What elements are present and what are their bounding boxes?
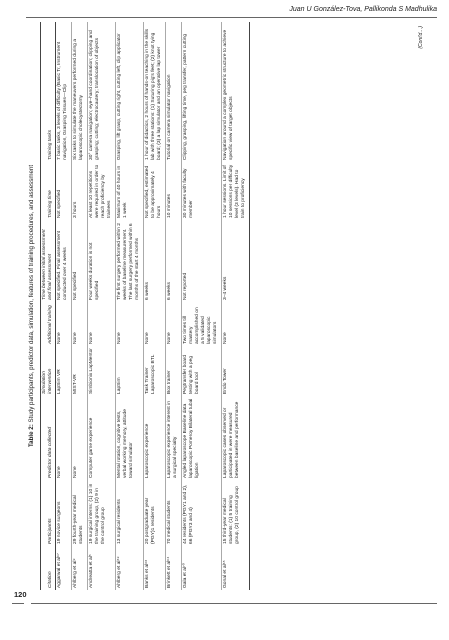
col-header: Citation — [41, 546, 56, 590]
cell-additional: None — [55, 302, 71, 346]
cell-predictor: Angled laparoscope Baseline data laparoscopic Pomeroy Bilateral tubal ligation — [181, 396, 221, 480]
cell-citation: Gonal et al⁶⁵ — [221, 546, 249, 590]
cell-predictor: Mental rotation, cognitive tests, verbal working memory, attitude toward simulator — [115, 396, 143, 480]
cell-participants: 19 novice surgeons — [55, 480, 71, 546]
cell-tasks: Tutorial on camera simulator navigation — [165, 22, 181, 162]
page-number: 120 — [14, 590, 27, 599]
caption-text: Study participants, predictor data, simulation, features of training procedures, and assessment — [28, 164, 35, 423]
cell-participants: 15 third-year medical students: (1) 5 training group, (2) 10 control group — [221, 480, 249, 546]
rotated-table-frame — [26, 22, 430, 590]
cell-citation: Ahlberg et al⁹ — [71, 546, 87, 590]
cell-additional: None — [165, 302, 181, 346]
continued-note: (Cont'd…) — [418, 26, 424, 49]
col-header: Training tasks — [41, 22, 56, 162]
table-row — [221, 22, 249, 590]
cell-time-between: The first surgery performed within 2 weeks of baseline measurement. The last surgery performed within 6 months of the start 4 months — [115, 220, 143, 302]
cell-time-between: 6 weeks — [165, 220, 181, 302]
cell-additional: None — [87, 302, 115, 346]
cell-tasks: 7 basic tasks, 3 levels of difficulty (Basic Tr, Instrument navigation, Grasping Tissues—Clip — [55, 22, 71, 162]
col-header: Simulation intervention — [41, 346, 56, 396]
cell-participants: 13 surgical residents — [115, 480, 143, 546]
col-header: Predictor data collected — [41, 396, 56, 480]
cell-citation: Andreatta et al⁵ — [87, 546, 115, 590]
cell-time-between: 6 weeks — [143, 220, 165, 302]
cell-citation: Ahlberg et al⁶⁹ — [115, 546, 143, 590]
footer-rule — [12, 603, 437, 604]
cell-additional: None — [143, 302, 165, 346]
col-header: Training time — [41, 162, 56, 220]
cell-training-time: Not specified — [55, 162, 71, 220]
table-header-row — [41, 22, 56, 590]
cell-additional: Two times till mastery accomplished on a 5 validated laparoscopic simulators — [181, 302, 221, 346]
footer-gap — [24, 600, 31, 607]
cell-citation: Banks et al⁶⁸ — [143, 546, 165, 590]
cell-tasks: 1 hour of didactics, 2 hours of hands-on teaching in the skills lab with three stations: (1) Suturing pig's feet; (2) knot tying board; (3) a lap simulator and an operative lap tower — [143, 22, 165, 162]
cell-time-between: Not reported — [181, 220, 221, 302]
cell-simulation: Task Trainer Laparoscopic BTL — [143, 346, 165, 396]
cell-participants: 29 fourth-year medical students — [71, 480, 87, 546]
cell-training-time: 30 minutes with faculty member — [181, 162, 221, 220]
study-table — [40, 22, 250, 590]
cell-simulation: Box trainer — [165, 346, 181, 396]
cell-tasks: Navigation around a complex geometric structure to achieve specific view of target objects — [221, 22, 249, 162]
table-row — [165, 22, 181, 590]
cell-tasks: Six tasks to simulate the maneuvers performed during a laparoscopic cholecystectomy — [71, 22, 87, 162]
cell-additional: None — [221, 302, 249, 346]
cell-predictor: Computer game experience — [87, 396, 115, 480]
cell-training-time: 1 hour sessions. Limit of 10 sessions per difficulty level (3 levels). Had to train to proficiency — [221, 162, 249, 220]
cell-additional: None — [71, 302, 87, 346]
header-rule — [26, 17, 437, 18]
cell-simulation: Pegtransfer board testing with a peg board tool — [181, 346, 221, 396]
cell-participants: 20 postgraduate year (PGY)1 residents — [143, 480, 165, 546]
table-caption — [28, 22, 35, 590]
table-row — [71, 22, 87, 590]
cell-tasks: 30° camera navigation; eye–hand coordination; clipping and grasping; cutting; electrocautery; translocation of objects — [87, 22, 115, 162]
cell-citation: Aggarwal et al⁶⁷ — [55, 546, 71, 590]
cell-tasks: Grasping, lift grasp, cutting right, cutting left, clip applicator — [115, 22, 143, 162]
cell-training-time: Not specified, estimated to be approximately 4 hours — [143, 162, 165, 220]
cell-time-between: Not specified. Final assessment conducted over 4 weeks — [55, 220, 71, 302]
cell-simulation: Endo Tower — [221, 346, 249, 396]
cell-citation: Brinkett et al⁶⁴ — [165, 546, 181, 590]
cell-citation: Gala et al⁷⁰ — [181, 546, 221, 590]
cell-simulation: LapSim — [115, 346, 143, 396]
col-header: Additional training — [41, 302, 56, 346]
running-header: Juan U González-Tova, Pallikonda S Madhulika — [289, 6, 437, 13]
cell-simulation: Simbionix LapMentor — [87, 346, 115, 396]
cell-tasks: Clipping, grasping, lifting time, peg transfer, pattern cutting — [181, 22, 221, 162]
cell-time-between: Four weeks duration is not specified — [87, 220, 115, 302]
cell-predictor: None — [55, 396, 71, 480]
cell-predictor: None — [71, 396, 87, 480]
cell-participants: 19 surgical interns: (1) 10 in the training group, (2) 9 in the control group — [87, 480, 115, 546]
cell-predictor: Laparoscopic cases observed or participated in were measured between baseline and performance — [221, 396, 249, 480]
cell-participants: 44 residents (PGY1 and 2), 66 (PGY3 and 4) — [181, 480, 221, 546]
col-header: Participants — [41, 480, 56, 546]
cell-predictor: Laparoscopic experience — [143, 396, 165, 480]
table-row — [115, 22, 143, 590]
cell-training-time: Maximum of 40 hours in 1 week — [115, 162, 143, 220]
table-row — [181, 22, 221, 590]
caption-label: Table 2: — [28, 424, 35, 448]
cell-participants: 70 medical students — [165, 480, 181, 546]
table-row — [87, 22, 115, 590]
table-row — [55, 22, 71, 590]
col-header: Time between initial assessment and final assessment — [41, 220, 56, 302]
cell-training-time: 10 minutes — [165, 162, 181, 220]
cell-simulation: LapSim VR — [55, 346, 71, 396]
table-row — [143, 22, 165, 590]
cell-training-time: At least 10 repetitions were required in order to reach proficiency by trainees — [87, 162, 115, 220]
cell-training-time: 3 hours — [71, 162, 87, 220]
cell-time-between: 3–4 weeks — [221, 220, 249, 302]
cell-predictor: Laparoscopic experience interest in a surgical specialty — [165, 396, 181, 480]
cell-time-between: Not specified — [71, 220, 87, 302]
cell-additional: None — [115, 302, 143, 346]
cell-simulation: MIST-VR — [71, 346, 87, 396]
